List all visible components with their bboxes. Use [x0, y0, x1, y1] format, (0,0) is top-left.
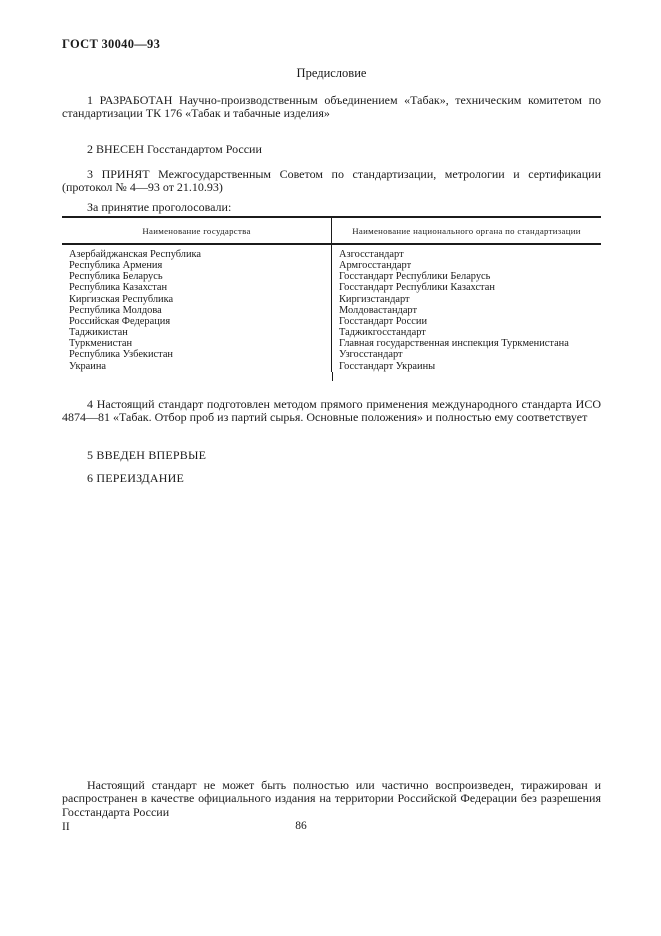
clause-2-submitted: 2 ВНЕСЕН Госстандартом России [87, 142, 262, 156]
table-header-row [62, 218, 601, 245]
table-cell-body: Таджикгосстандарт [339, 327, 426, 339]
table-cell-state: Республика Беларусь [62, 271, 332, 282]
table-row [62, 294, 601, 305]
table-cell-state: Украина [62, 361, 332, 372]
table-cell-body: Главная государственная инспекция Туркменистана [339, 338, 569, 350]
table-row [62, 338, 601, 349]
table-cell-body: Госстандарт Республики Казахстан [339, 282, 495, 294]
clause-1-developed: 1 РАЗРАБОТАН Научно-производственным объединением «Табак», техническим комитетом по стандартизации ТК 176 «Табак и табачные изделия» [62, 93, 601, 121]
table-cell-state: Республика Казахстан [62, 282, 332, 293]
table-divider-tail [62, 372, 601, 381]
page-number: 86 [295, 820, 307, 832]
table-header-state: Наименование государства [62, 218, 332, 243]
table-cell-body: Узгосстандарт [339, 349, 403, 361]
table-row [62, 327, 601, 338]
doc-code: ГОСТ 30040—93 [62, 37, 161, 51]
table-cell-state: Азербайджанская Республика [62, 245, 332, 260]
table-cell-state: Республика Узбекистан [62, 349, 332, 360]
table-header-body: Наименование национального органа по стандартизации [352, 226, 581, 236]
table-cell-body: Киргизстандарт [339, 293, 410, 305]
table-spacer-right [333, 372, 601, 381]
table-body [62, 245, 601, 381]
table-cell-state: Республика Армения [62, 260, 332, 271]
table-row [62, 282, 601, 293]
table-row [62, 316, 601, 327]
clause-3-adopted: 3 ПРИНЯТ Межгосударственным Советом по стандартизации, метрологии и сертификации (протокол № 4—93 от 21.10.93) [62, 167, 601, 195]
table-row [62, 260, 601, 271]
table-row [62, 271, 601, 282]
copyright-note: Настоящий стандарт не может быть полностью или частично воспроизведен, тиражирован и распространен в качестве официального издания на территории Российской Федерации без разрешения Госстандарта России [62, 778, 601, 819]
table-cell-body: Госстандарт Украины [339, 360, 436, 372]
preface-title: Предисловие [296, 66, 367, 80]
vote-intro: За принятие проголосовали: [87, 200, 232, 214]
clause-5-introduced: 5 ВВЕДЕН ВПЕРВЫЕ [87, 448, 207, 462]
clause-6-reissue: 6 ПЕРЕИЗДАНИЕ [87, 471, 185, 485]
table-row [62, 245, 601, 260]
voting-table [62, 216, 601, 381]
table-row [62, 349, 601, 360]
table-spacer-left [62, 372, 333, 381]
page-number-roman: II [62, 821, 70, 833]
table-cell-body: Азгосстандарт [339, 249, 404, 260]
table-cell-body: Госстандарт России [339, 315, 428, 327]
clause-4-prepared: 4 Настоящий стандарт подготовлен методом прямого применения международного стандарта ИСО 4874—81 «Табак. Отбор проб из партий сырья. Основные положения» и полностью ему соответствует [62, 397, 601, 425]
table-cell-body: Молдовастандарт [339, 304, 418, 316]
table-cell-state: Туркменистан [62, 338, 332, 349]
table-cell-state: Республика Молдова [62, 305, 332, 316]
table-cell-state: Киргизская Республика [62, 294, 332, 305]
table-cell-body: Госстандарт Республики Беларусь [339, 271, 491, 283]
table-cell-state: Российская Федерация [62, 316, 332, 327]
table-cell-state: Таджикистан [62, 327, 332, 338]
table-row [62, 305, 601, 316]
table-row [62, 361, 601, 372]
table-cell-body: Армгосстандарт [339, 260, 412, 272]
